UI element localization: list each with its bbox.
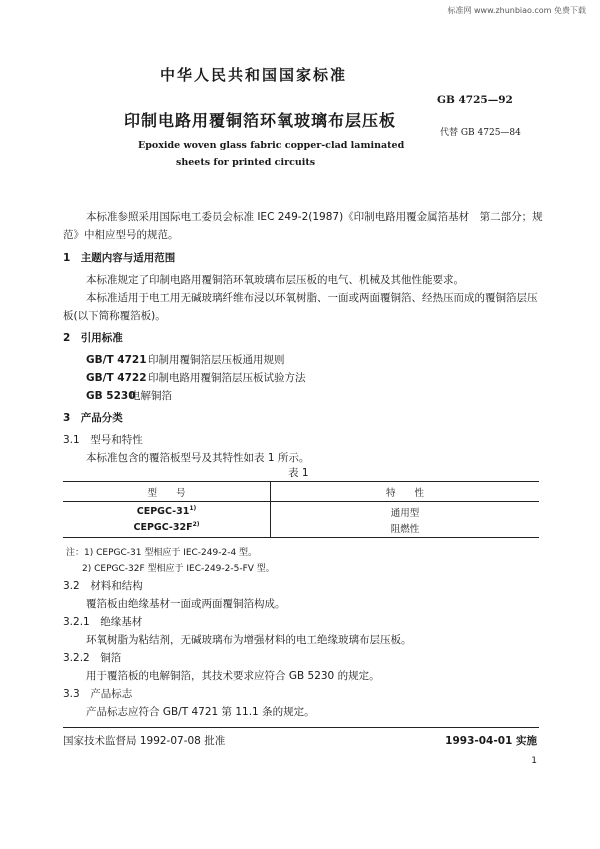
section1-paragraph1: 本标准规定了印制电路用覆铜箔环氧玻璃布层压板的电气、机械及其他性能要求。 bbox=[86, 274, 464, 286]
model-name: CEPGC-31 bbox=[136, 506, 190, 518]
section3-2-heading: 3.2 材料和结构 bbox=[63, 580, 143, 592]
section1-paragraph2-line1: 本标准适用于电工用无碱玻璃纤维布浸以环氧树脂、一面或两面覆铜箔、经热压而成的覆铜箔层压 bbox=[86, 292, 538, 304]
section1-paragraph2-line2: 板(以下简称覆箔板)。 bbox=[63, 310, 166, 322]
reference-item bbox=[86, 370, 306, 385]
section1-heading: 1 主题内容与适用范围 bbox=[63, 252, 176, 264]
effective-date: 1993-04-01 实施 bbox=[445, 735, 537, 747]
section3-3-heading: 3.3 产品标志 bbox=[63, 688, 133, 700]
document-title-cn: 印制电路用覆铜箔环氧玻璃布层压板 bbox=[124, 111, 397, 130]
standard-number: GB 4725—92 bbox=[437, 94, 513, 106]
table-bottom-rule bbox=[63, 537, 539, 538]
table-header-property: 特 性 bbox=[385, 488, 424, 499]
reference-code: GB/T 4722 bbox=[86, 372, 147, 384]
approval-date: 国家技术监督局 1992-07-08 批准 bbox=[63, 735, 226, 747]
standard-class: 中华人民共和国国家标准 bbox=[160, 66, 348, 84]
reference-title: 电解铜箔 bbox=[130, 390, 172, 402]
table-header-model: 型 号 bbox=[147, 488, 186, 499]
footnote-marker: 1) bbox=[189, 505, 197, 512]
table-header-rule bbox=[63, 501, 539, 502]
model-name: CEPGC-32F bbox=[133, 522, 193, 534]
reference-code: GB 5230 bbox=[86, 390, 136, 402]
table-cell-property: 通用型 bbox=[390, 508, 420, 519]
reference-code: GB/T 4721 bbox=[86, 354, 147, 366]
document-title-en-line2: sheets for printed circuits bbox=[176, 157, 316, 168]
replaces-standard: 代替 GB 4725—84 bbox=[440, 128, 521, 138]
page-number: 1 bbox=[531, 756, 537, 766]
section3-3-text: 产品标志应符合 GB/T 4721 第 11.1 条的规定。 bbox=[86, 706, 315, 718]
table-cell-property: 阻燃性 bbox=[390, 524, 420, 535]
table-title: 表 1 bbox=[288, 467, 309, 479]
table-note-1: 注：1) CEPGC-31 型相应于 IEC-249-2-4 型。 bbox=[66, 548, 258, 558]
section3-2-text: 覆箔板由绝缘基材一面或两面覆铜箔构成。 bbox=[86, 598, 286, 610]
site-watermark: 标准网 www.zhunbiao.com 免费下载 bbox=[447, 6, 586, 15]
intro-line2: 范》中相应型号的规范。 bbox=[63, 229, 179, 241]
table-cell-model bbox=[63, 521, 270, 533]
section3-2-1-text: 环氧树脂为粘结剂，无碱玻璃布为增强材料的电工绝缘玻璃布层压板。 bbox=[86, 634, 412, 646]
table-note-2: 2) CEPGC-32F 型相应于 IEC-249-2-5-FV 型。 bbox=[82, 564, 275, 574]
section3-heading: 3 产品分类 bbox=[63, 412, 123, 424]
section3-2-2-text: 用于覆箔板的电解铜箔，其技术要求应符合 GB 5230 的规定。 bbox=[86, 670, 380, 682]
intro-line1: 本标准参照采用国际电工委员会标准 IEC 249-2(1987)《印制电路用覆金属箔基材 第二部分；规 bbox=[86, 211, 543, 223]
reference-item bbox=[86, 388, 172, 403]
footer-rule bbox=[63, 727, 539, 728]
section3-2-2-heading: 3.2.2 铜箔 bbox=[63, 652, 122, 664]
section2-heading: 2 引用标准 bbox=[63, 332, 123, 344]
section3-1-text: 本标准包含的覆箔板型号及其特性如表 1 所示。 bbox=[86, 452, 310, 464]
table-cell-model bbox=[63, 505, 270, 517]
reference-title: 印制用覆铜箔层压板通用规则 bbox=[148, 354, 285, 366]
table-top-rule bbox=[63, 481, 539, 482]
section3-1-heading: 3.1 型号和特性 bbox=[63, 434, 143, 446]
document-title-en-line1: Epoxide woven glass fabric copper-clad laminated bbox=[138, 140, 405, 151]
section3-2-1-heading: 3.2.1 绝缘基材 bbox=[63, 616, 143, 628]
reference-title: 印制电路用覆铜箔层压板试验方法 bbox=[148, 372, 306, 384]
footnote-marker: 2) bbox=[192, 521, 200, 528]
reference-item bbox=[86, 352, 285, 367]
